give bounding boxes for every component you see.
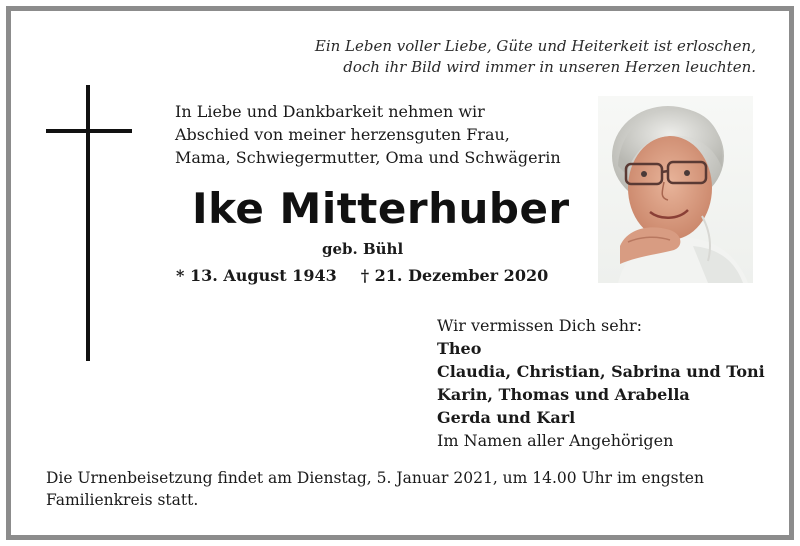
motto-line-1: Ein Leben voller Liebe, Güte und Heiterkeit ist erloschen, — [314, 37, 756, 55]
life-dates — [176, 266, 548, 285]
portrait-photo — [598, 96, 753, 283]
motto — [315, 36, 756, 78]
motto-line-2: doch ihr Bild wird immer in unseren Herzen leuchten. — [343, 58, 756, 76]
mourners-closing: Im Namen aller Angehörigen — [437, 431, 674, 450]
mourner-line: Theo — [437, 339, 482, 358]
intro-line-1: In Liebe und Dankbarkeit nehmen wir — [175, 102, 485, 121]
deceased-name: Ike Mitterhuber — [192, 184, 570, 233]
intro-line-3: Mama, Schwiegermutter, Oma und Schwägerin — [175, 148, 561, 167]
intro-text — [175, 100, 561, 169]
mourner-line: Claudia, Christian, Sabrina und Toni — [437, 362, 765, 381]
mourners-list — [437, 314, 765, 452]
mourner-line: Karin, Thomas und Arabella — [437, 385, 690, 404]
death-date: † 21. Dezember 2020 — [360, 266, 549, 285]
mourner-line: Gerda und Karl — [437, 408, 576, 427]
intro-line-2: Abschied von meiner herzensguten Frau, — [175, 125, 510, 144]
mourners-intro: Wir vermissen Dich sehr: — [437, 316, 643, 335]
birth-date: * 13. August 1943 — [176, 266, 337, 285]
burial-notice: Die Urnenbeisetzung findet am Dienstag, 5. Januar 2021, um 14.00 Uhr im engsten Familienkreis statt. — [46, 469, 704, 509]
maiden-name: geb. Bühl — [322, 240, 404, 258]
